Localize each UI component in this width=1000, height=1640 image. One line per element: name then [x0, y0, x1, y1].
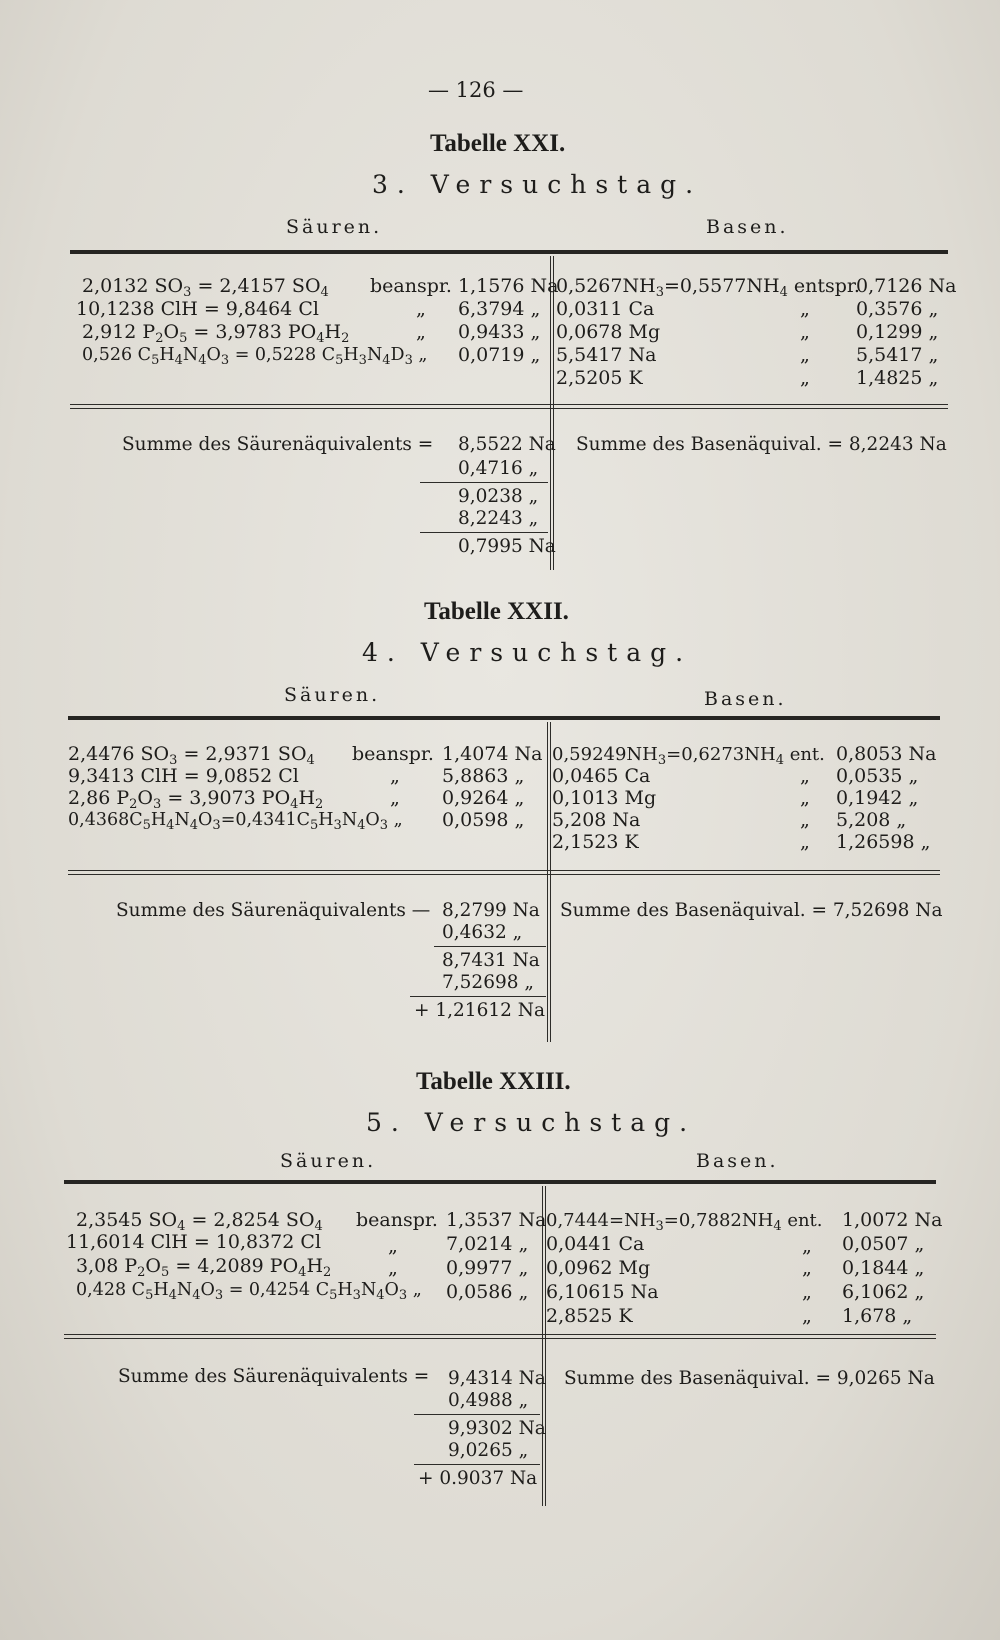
acid-value: 1,1576 Na: [458, 275, 559, 297]
sum-underline: [434, 946, 546, 947]
base-row: 2,8525 K: [546, 1305, 633, 1327]
acid-tag: „: [416, 298, 426, 320]
base-row: 2,5205 K: [556, 367, 643, 389]
acids-heading: Säuren.: [284, 684, 381, 706]
sum-underline: [414, 1414, 540, 1415]
page-number: — 126 —: [428, 78, 524, 102]
acid-row: 2,3545 $SO_4 = 2,8254$ $SO_4$: [76, 1209, 323, 1234]
base-tag: „: [802, 1305, 812, 1327]
base-tag: „: [802, 1257, 812, 1279]
sum-acid-line: + 0.9037 Na: [418, 1468, 538, 1489]
rule-mid: [70, 408, 948, 409]
base-tag: „: [802, 1235, 812, 1257]
acid-value: 0,9264 „: [442, 787, 525, 809]
base-tag: „: [800, 367, 810, 389]
column-divider: [550, 722, 551, 1042]
sum-base: Summe des Basenäquival. = 8,2243 Na: [576, 434, 947, 455]
sum-acid-line: 0,4988 „: [448, 1390, 529, 1411]
base-tag: „: [800, 344, 810, 366]
rule-top: [70, 250, 948, 254]
acid-tag: „: [390, 787, 400, 809]
rule-mid: [64, 1334, 936, 1335]
sum-underline: [420, 482, 548, 483]
base-value: 6,1062 „: [842, 1281, 925, 1303]
base-value: 0,0507 „: [842, 1233, 925, 1255]
sum-acid-line: 9,0265 „: [448, 1440, 529, 1461]
acid-row: 2,86 $P_2O_3 = 3,9073$ $PO_4H_2$: [68, 787, 324, 812]
acid-tag: beanspr.: [352, 743, 434, 765]
sum-base: Summe des Basenäquival. = 7,52698 Na: [560, 900, 943, 921]
base-value: 1,0072 Na: [842, 1209, 943, 1231]
acids-heading: Säuren.: [286, 216, 383, 238]
base-row: 2,1523 K: [552, 831, 639, 853]
base-row: 5,5417 Na: [556, 344, 657, 366]
rule-top: [68, 716, 940, 720]
base-row: $0,59249NH_3=0,6273NH_4$ ent.: [552, 744, 825, 768]
table-title: Tabelle XXII.: [424, 598, 569, 625]
acid-value: 6,3794 „: [458, 298, 541, 320]
base-value: 1,4825 „: [856, 367, 939, 389]
base-value: 0,1299 „: [856, 321, 939, 343]
column-divider: [553, 256, 554, 570]
acid-row: 11,6014 ClH = 10,8372 Cl: [66, 1231, 322, 1253]
sum-underline: [410, 996, 546, 997]
base-tag: „: [800, 321, 810, 343]
acid-tag: beanspr.: [356, 1209, 438, 1231]
acid-value: 5,8863 „: [442, 765, 525, 787]
column-divider: [550, 256, 551, 570]
rule-mid: [68, 874, 940, 875]
acid-tag: „: [388, 1257, 398, 1279]
sum-acid-line: + 1,21612 Na: [414, 1000, 545, 1021]
acid-value: 1,3537 Na: [446, 1209, 547, 1231]
acid-value: 1,4074 Na: [442, 743, 543, 765]
acid-row: 2,912 $P_2O_5 = 3,9783$ $PO_4H_2$: [82, 321, 350, 346]
base-row: 0,0678 Mg: [556, 321, 661, 343]
sum-acid-label: Summe des Säurenäquivalents —: [116, 900, 431, 921]
base-row: 0,0311 Ca: [556, 298, 655, 320]
acid-row: 0,428 $C_5H_4N_4O_3 = 0,4254$ $C_5H_3N_4O_3$ „: [76, 1280, 422, 1303]
base-value: 0,8053 Na: [836, 743, 937, 765]
acid-value: 0,9433 „: [458, 321, 541, 343]
base-tag: „: [800, 809, 810, 831]
rule-top: [64, 1180, 936, 1184]
day-heading: 3. Versuchstag.: [372, 170, 703, 199]
rule-mid: [64, 1338, 936, 1339]
base-value: 0,1844 „: [842, 1257, 925, 1279]
base-row: 6,10615 Na: [546, 1281, 659, 1303]
base-row: 5,208 Na: [552, 809, 641, 831]
sum-underline: [414, 1464, 540, 1465]
acid-value: 0,0586 „: [446, 1281, 529, 1303]
table-title: Tabelle XXI.: [430, 130, 566, 157]
acid-tag: beanspr.: [370, 275, 452, 297]
sum-acid-line: 9,4314 Na: [448, 1368, 546, 1389]
bases-heading: Basen.: [704, 688, 787, 710]
acid-value: 0,0598 „: [442, 809, 525, 831]
bases-heading: Basen.: [696, 1150, 779, 1172]
sum-acid-line: 9,0238 „: [458, 486, 539, 507]
acid-row: 2,0132 $SO_3 = 2,4157$ $SO_4$: [82, 275, 329, 300]
sum-acid-line: 0,4632 „: [442, 922, 523, 943]
acid-tag: „: [388, 1235, 398, 1257]
sum-base: Summe des Basenäquival. = 9,0265 Na: [564, 1368, 935, 1389]
base-tag: „: [800, 765, 810, 787]
base-value: 1,26598 „: [836, 831, 931, 853]
acid-value: 7,0214 „: [446, 1233, 529, 1255]
base-row: $0,7444=NH_3=0,7882NH_4$ ent.: [546, 1210, 823, 1234]
sum-acid-line: 8,7431 Na: [442, 950, 540, 971]
acid-row: 0,526 $C_5H_4N_4O_3 = 0,5228$ $C_5H_3N_4D_3$ „: [82, 345, 428, 368]
base-tag: „: [800, 787, 810, 809]
sum-underline: [420, 532, 548, 533]
base-value: 0,3576 „: [856, 298, 939, 320]
base-value: 5,208 „: [836, 809, 907, 831]
acid-row: 9,3413 ClH = 9,0852 Cl: [68, 765, 299, 787]
acid-tag: „: [416, 321, 426, 343]
rule-mid: [70, 404, 948, 405]
base-tag: „: [800, 831, 810, 853]
base-tag: „: [802, 1281, 812, 1303]
acid-row: $0,4368C_5H_4N_4O_3=0,4341C_5H_3N_4O_3$ „: [68, 810, 403, 833]
base-value: 5,5417 „: [856, 344, 939, 366]
column-divider: [547, 722, 548, 1042]
sum-acid-line: 9,9302 Na: [448, 1418, 546, 1439]
sum-acid-line: 8,5522 Na: [458, 434, 556, 455]
day-heading: 4. Versuchstag.: [362, 638, 693, 667]
sum-acid-label: Summe des Säurenäquivalents =: [118, 1366, 430, 1387]
sum-acid-line: 0,7995 Na: [458, 536, 556, 557]
acid-row: 2,4476 $SO_3 = 2,9371$ $SO_4$: [68, 743, 315, 768]
acid-value: 0,9977 „: [446, 1257, 529, 1279]
acid-tag: „: [390, 765, 400, 787]
base-value: 0,7126 Na: [856, 275, 957, 297]
base-row: 0,1013 Mg: [552, 787, 657, 809]
rule-mid: [68, 870, 940, 871]
day-heading: 5. Versuchstag.: [366, 1108, 697, 1137]
acid-row: 10,1238 ClH = 9,8464 Cl: [76, 298, 319, 320]
acid-value: 0,0719 „: [458, 344, 541, 366]
column-divider: [542, 1186, 543, 1506]
base-row: $0,5267NH_3=0,5577NH_4$ entspr.: [556, 275, 860, 300]
sum-acid-label: Summe des Säurenäquivalents =: [122, 434, 434, 455]
base-row: 0,0441 Ca: [546, 1233, 645, 1255]
base-value: 0,0535 „: [836, 765, 919, 787]
acid-row: 3,08 $P_2O_5 = 4,2089$ $PO_4H_2$: [76, 1255, 332, 1280]
acids-heading: Säuren.: [280, 1150, 377, 1172]
sum-acid-line: 7,52698 „: [442, 972, 534, 993]
sum-acid-line: 0,4716 „: [458, 458, 539, 479]
bases-heading: Basen.: [706, 216, 789, 238]
base-row: 0,0962 Mg: [546, 1257, 651, 1279]
base-value: 1,678 „: [842, 1305, 913, 1327]
sum-acid-line: 8,2243 „: [458, 508, 539, 529]
table-title: Tabelle XXIII.: [416, 1068, 571, 1095]
base-row: 0,0465 Ca: [552, 765, 651, 787]
sum-acid-line: 8,2799 Na: [442, 900, 540, 921]
base-value: 0,1942 „: [836, 787, 919, 809]
base-tag: „: [800, 298, 810, 320]
